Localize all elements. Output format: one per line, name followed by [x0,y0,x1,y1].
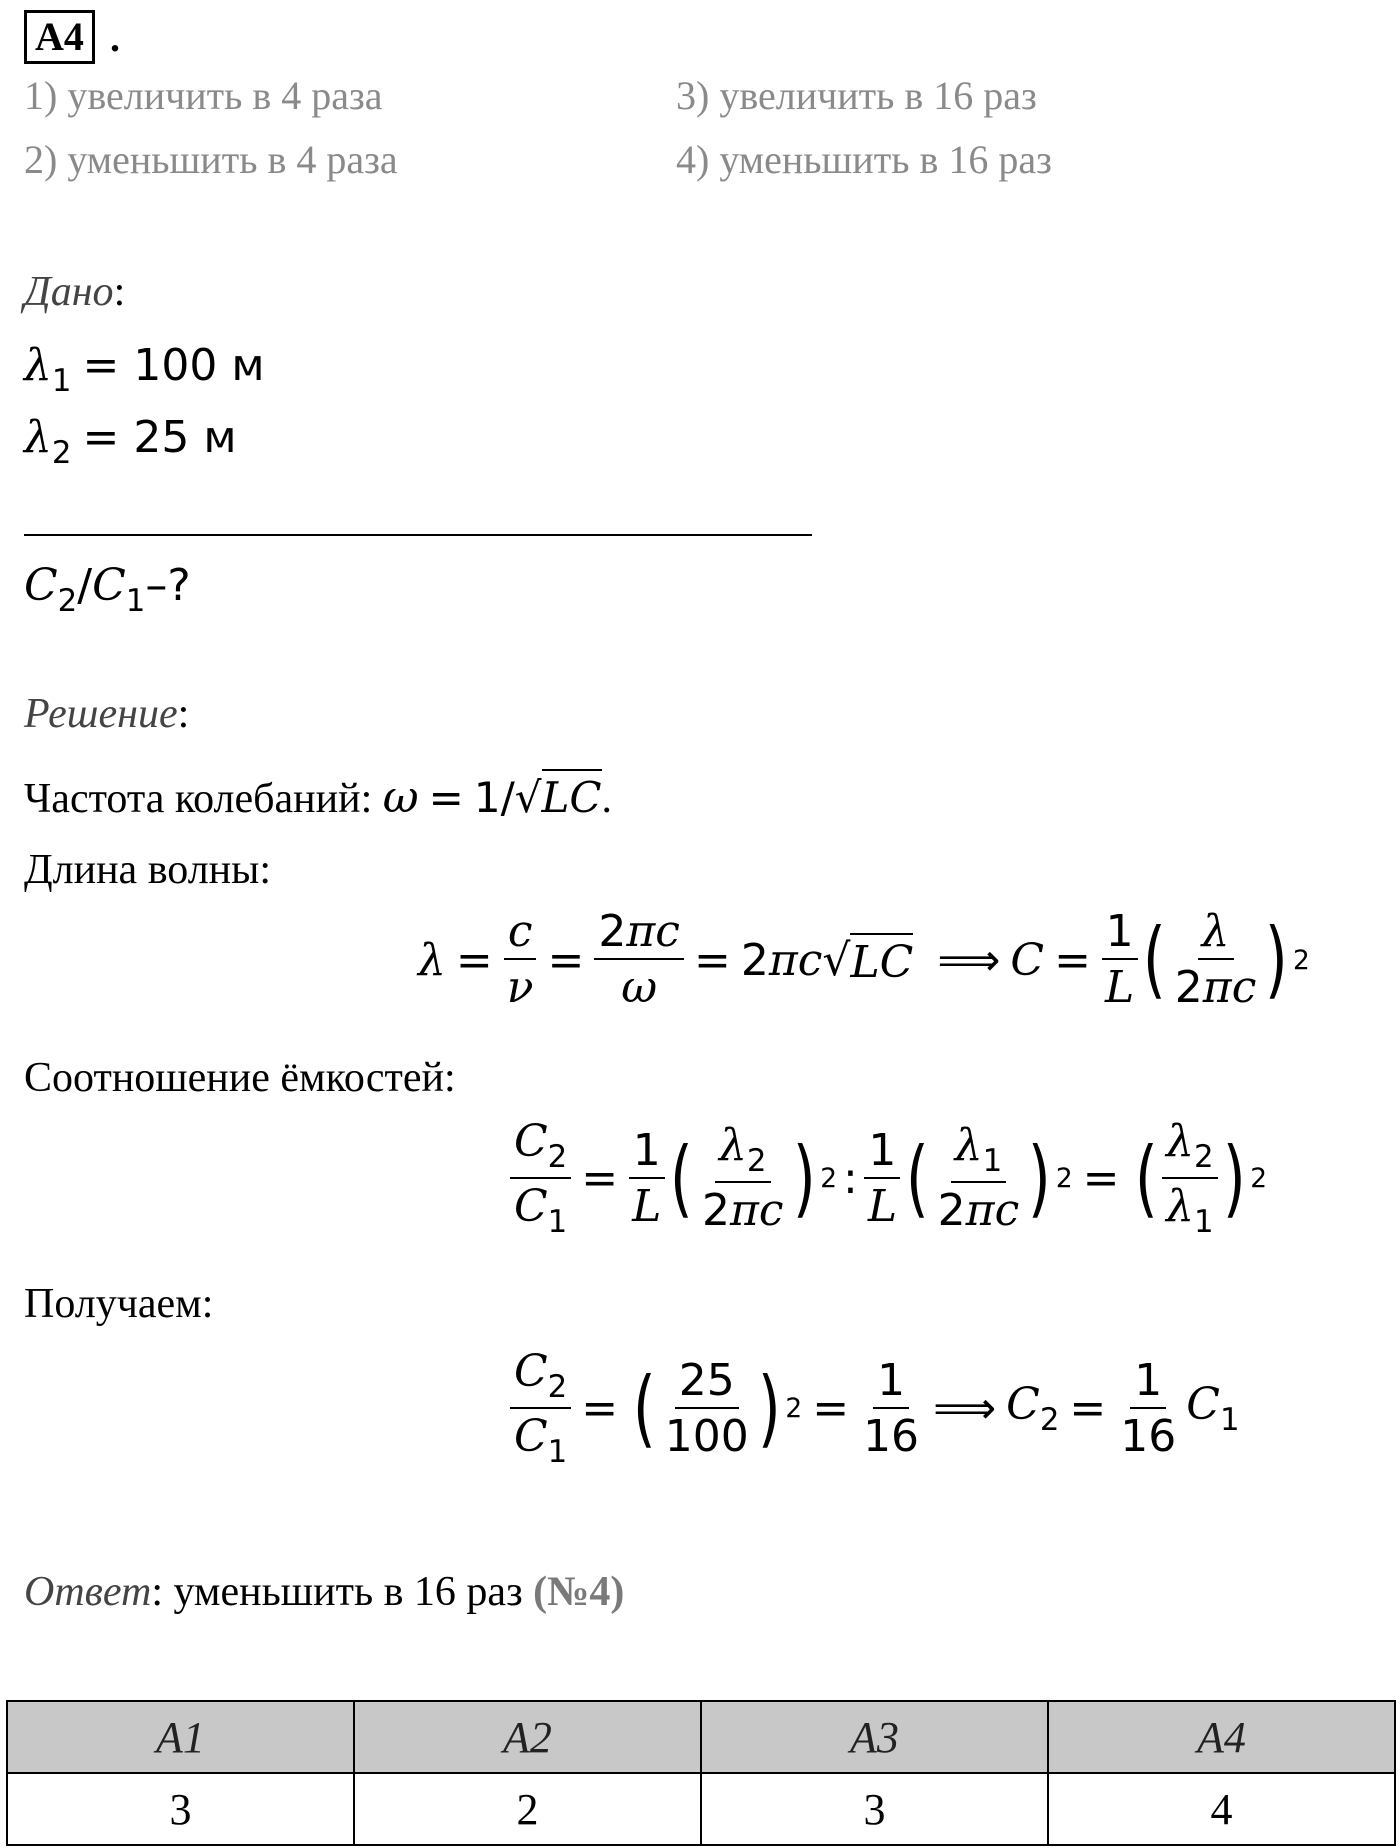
given-lambda2: $\lambda_2 = 25$ м [24,412,237,471]
option-1: 1) увеличить в 4 раза [24,73,383,118]
table-cell: 3 [701,1773,1048,1845]
frequency-label: Частота колебаний: [24,776,383,822]
find-question: –? [145,560,191,611]
answer-heading: Ответ [24,1569,152,1615]
table-cell: 2 [354,1773,701,1845]
result-formula: $\frac{C_2}{C_1}$ = ( $\frac{25}{100}$ ) 2 = $\frac{1}{16}$ ⟹ $C_2$ = $\frac{1}{16}$ $C_1$ [510,1350,1240,1467]
given-lambda1-value: = 100 м [82,340,265,391]
task-number: A4 [35,14,84,59]
option-2: 2) уменьшить в 4 раза [24,137,398,182]
table-cell: 4 [1048,1773,1395,1845]
table-header-cell: A1 [7,1701,354,1773]
solution-heading: Решение: [24,691,190,737]
table-cell: 3 [7,1773,354,1845]
value-100: 100 [664,1410,749,1462]
value-16: 16 [863,1410,920,1462]
task-number-badge [24,10,95,64]
solution-heading-label: Решение [24,691,178,737]
value-25: 25 [675,1359,739,1409]
table-header-row [7,1701,1395,1773]
given-heading: Дано: [24,269,126,315]
result-label: Получаем: [24,1281,214,1327]
find-quantity: $C_2/C_1-$? [24,560,191,619]
wavelength-label: Длина волны: [24,847,272,893]
task-number-dot: . [110,15,120,60]
option-4: 4) уменьшить в 16 раз [676,137,1052,182]
wavelength-formula: λ = $\frac{c}{\nu}$ = $\frac{2\pi c}{\omega}$ = 2πc √ LC ⟹ C = $\frac{1}{L}$ ( $\frac{\lambda}{2\pi c}$ ) 2 [418,906,1310,1013]
given-heading-label: Дано [24,269,114,315]
option-3: 3) увеличить в 16 раз [676,73,1037,118]
frequency-line: Частота колебаний: ω = 1/√LC. [24,772,612,823]
answer-reference: (№4) [533,1569,625,1615]
answers-table [6,1700,1396,1846]
given-lambda1: $\lambda_1 = 100$ м [24,340,265,399]
given-lambda2-value: = 25 м [82,412,237,463]
value-1: 1 [873,1359,909,1409]
answer-line [24,1568,624,1616]
answer-text: : уменьшить в 16 раз [151,1569,534,1615]
table-header-cell: A4 [1048,1701,1395,1773]
table-header-cell: A2 [354,1701,701,1773]
given-divider [24,534,812,536]
ratio-label: Соотношение ёмкостей: [24,1055,456,1101]
capacitance-ratio-formula: $\frac{C_2}{C_1}$ = $\frac{1}{L}$ ( $\frac{\lambda_2}{2\pi c}$ ) 2 : $\frac{1}{L}$ ( $\frac{\lambda_1}{2\pi c}$ ) 2 = ( $\frac{\lambda_2}{\lambda_1}$ ) 2 [510,1120,1267,1237]
table-row [7,1773,1395,1845]
table-header-cell: A3 [701,1701,1048,1773]
